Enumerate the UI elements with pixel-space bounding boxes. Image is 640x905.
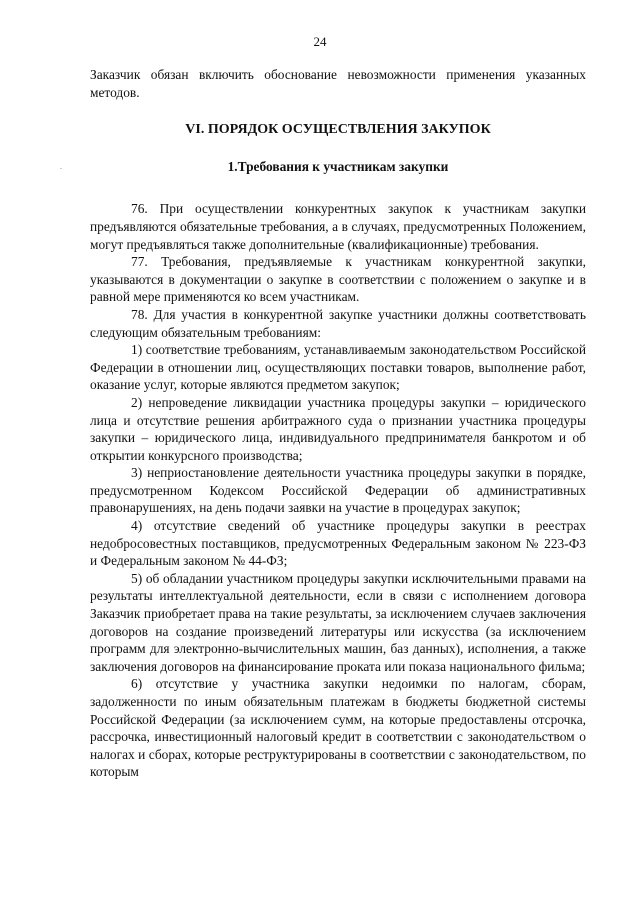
requirement-4: 4) отсутствие сведений об участнике процедуры закупки в реестрах недобросовестных поставщиков, предусмотренных Федеральным законом № 223-ФЗ и Федеральным законом № 44-ФЗ; bbox=[90, 518, 586, 569]
intro-paragraph: Заказчик обязан включить обоснование невозможности применения указанных методов. bbox=[90, 67, 586, 100]
paragraph-77: 77. Требования, предъявляемые к участникам конкурентной закупки, указываются в документации о закупке в соответствии с положением о закупке и в равной мере применяются ко всем участникам. bbox=[90, 254, 586, 305]
subsection-title: 1.Требования к участникам закупки bbox=[227, 158, 449, 174]
paragraph-76: 76. При осуществлении конкурентных закупок к участникам закупки предъявляются обязательные требования, а в случаях, предусмотренных Положением, могут предъявляться также дополнительные (квалификационные) требования. bbox=[90, 201, 586, 252]
requirement-6: 6) отсутствие у участника закупки недоимки по налогам, сборам, задолженности по иным обязательным платежам в бюджеты бюджетной системы Российской Федерации (за исключением сумм, на которые предоставлены отсрочка, рассрочка, инвестиционный налоговый кредит в соответствии с законодательством о налогах и сборах, которые реструктурированы в соответствии с законодательством, по которым bbox=[90, 676, 586, 780]
requirement-5: 5) об обладании участником процедуры закупки исключительными правами на результаты интеллектуальной деятельности, если в связи с исполнением договора Заказчик приобретает права на такие результаты, за исключением случаев заключения договоров на создание произведений литературы или искусства (за исключением программ для электронно-вычислительных машин, баз данных), исполнения, а также заключения договоров на финансирование проката или показа национального фильма; bbox=[90, 570, 586, 674]
margin-mark bbox=[60, 168, 62, 169]
page-number: 24 bbox=[313, 34, 327, 49]
requirement-3: 3) неприостановление деятельности участника процедуры закупки в порядке, предусмотренном Кодексом Российской Федерации об административных правонарушениях, на день подачи заявки на участие в процедурах закупок; bbox=[90, 465, 586, 516]
paragraph-78: 78. Для участия в конкурентной закупке участники должны соответствовать следующим обязательным требованиям: bbox=[90, 306, 586, 340]
document-body bbox=[90, 66, 586, 781]
section-title: VI. ПОРЯДОК ОСУЩЕСТВЛЕНИЯ ЗАКУПОК bbox=[185, 122, 491, 138]
requirement-1: 1) соответствие требованиям, устанавливаемым законодательством Российской Федерации в отношении лиц, осуществляющих поставки товаров, выполнение работ, оказание услуг, которые являются предметом закупок; bbox=[90, 342, 586, 393]
requirement-2: 2) непроведение ликвидации участника процедуры закупки – юридического лица и отсутствие решения арбитражного суда о признании участника процедуры закупки – юридического лица, индивидуального предпринимателя банкротом и об открытии конкурсного производства; bbox=[90, 394, 586, 463]
